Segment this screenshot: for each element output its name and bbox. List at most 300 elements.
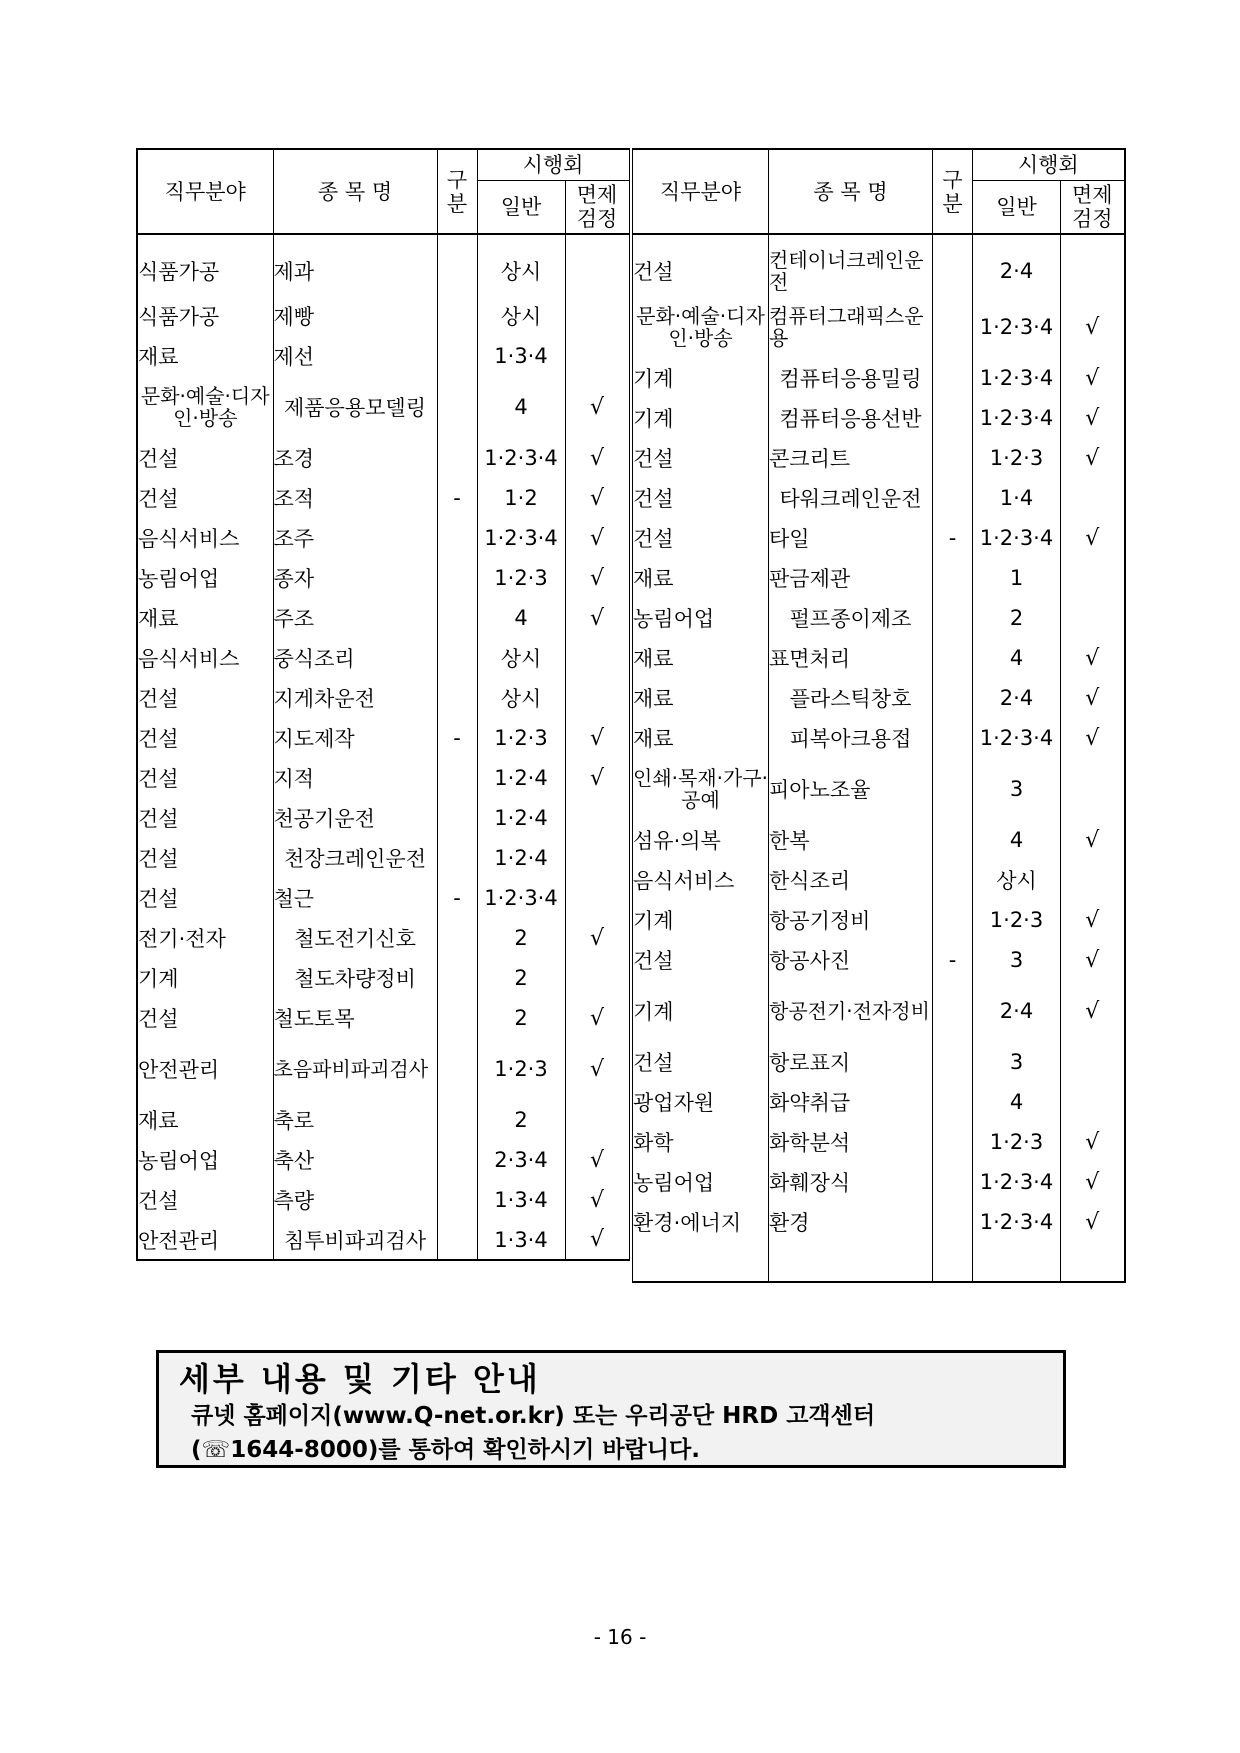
table-row: [137, 1100, 629, 1140]
cell-general: 1·2·3: [477, 558, 565, 598]
cell-exempt: [1061, 478, 1125, 518]
cell-division: [933, 478, 973, 518]
cell-division: [437, 1140, 477, 1180]
table-row: [137, 1038, 629, 1100]
notice-text-line1: 큐넷 홈페이지(www.Q-net.or.kr) 또는 우리공단 HRD 고객센터: [191, 1403, 876, 1429]
cell-name: 컴퓨터응용밀링: [769, 358, 933, 398]
table-row: [137, 998, 629, 1038]
cell-field: 섬유·의복: [633, 820, 769, 860]
cell-name: 화학분석: [769, 1122, 933, 1162]
table-row: [137, 678, 629, 718]
table-row: [633, 718, 1125, 758]
cell-division: -: [933, 518, 973, 558]
cell-division: [933, 718, 973, 758]
cell-exempt: √: [1061, 900, 1125, 940]
cell-name: 타워크레인운전: [769, 478, 933, 518]
cell-name: 판금제관: [769, 558, 933, 598]
cell-field: 농림어업: [633, 1162, 769, 1202]
cell-division: [437, 438, 477, 478]
cell-general: 2·4: [973, 234, 1061, 296]
header-exempt: 면제 검정: [565, 181, 629, 235]
cell-general: 3: [973, 758, 1061, 820]
table-row: [633, 358, 1125, 398]
cell-field: 건설: [137, 678, 273, 718]
cell-field: 건설: [633, 234, 769, 296]
cell-exempt: √: [1061, 1122, 1125, 1162]
cell-name: 측량: [273, 1180, 437, 1220]
cell-general: 2: [477, 918, 565, 958]
table-row: [137, 918, 629, 958]
cell-exempt: [565, 958, 629, 998]
cell-exempt: [565, 638, 629, 678]
cell-field: 기계: [137, 958, 273, 998]
cell-name: 조적: [273, 478, 437, 518]
cell-exempt: √: [565, 718, 629, 758]
cell-general: 1·2·3: [973, 438, 1061, 478]
cell-general: 상시: [477, 678, 565, 718]
cell-division: -: [437, 478, 477, 518]
cell-exempt: [565, 296, 629, 336]
cell-name: 피복아크용접: [769, 718, 933, 758]
cell-division: [437, 918, 477, 958]
cell-division: [933, 558, 973, 598]
table-row: [633, 1242, 1125, 1282]
cell-name: 화약취급: [769, 1082, 933, 1122]
cell-name: 콘크리트: [769, 438, 933, 478]
table-row: [633, 940, 1125, 980]
table-row: [137, 518, 629, 558]
cell-field: 건설: [137, 998, 273, 1038]
cell-exempt: [565, 234, 629, 296]
cell-field: 건설: [633, 438, 769, 478]
cell-field: 전기·전자: [137, 918, 273, 958]
cell-name: 천장크레인운전: [273, 838, 437, 878]
notice-title: 세부 내용 및 기타 안내: [179, 1360, 541, 1398]
table-row: [137, 478, 629, 518]
cell-exempt: [1061, 1242, 1125, 1282]
cell-general: 1: [973, 558, 1061, 598]
table-row: [633, 598, 1125, 638]
cell-field: 재료: [137, 1100, 273, 1140]
cell-field: 건설: [633, 940, 769, 980]
cell-general: 상시: [477, 234, 565, 296]
cell-field: 재료: [137, 598, 273, 638]
cell-exempt: [1061, 1042, 1125, 1082]
cell-field: 기계: [633, 358, 769, 398]
table-row: [137, 798, 629, 838]
cell-field: 광업자원: [633, 1082, 769, 1122]
cell-general: 상시: [477, 638, 565, 678]
cell-field: 농림어업: [633, 598, 769, 638]
table-row: [633, 980, 1125, 1042]
cell-exempt: √: [565, 376, 629, 438]
cell-division: [933, 438, 973, 478]
cell-name: 컨테이너크레인운전: [769, 234, 933, 296]
cell-name: 표면처리: [769, 638, 933, 678]
table-row: [137, 878, 629, 918]
cell-field: 건설: [137, 878, 273, 918]
cell-field: 안전관리: [137, 1220, 273, 1260]
cell-field: 재료: [633, 678, 769, 718]
cell-field: 재료: [137, 336, 273, 376]
table-row: [137, 1220, 629, 1260]
cell-exempt: √: [565, 1140, 629, 1180]
cell-division: [437, 758, 477, 798]
cell-general: 2·3·4: [477, 1140, 565, 1180]
cell-exempt: [565, 1100, 629, 1140]
cell-division: [437, 958, 477, 998]
table-row: [137, 234, 629, 296]
cell-division: [437, 558, 477, 598]
cell-field: 인쇄·목재·가구·공예: [633, 758, 769, 820]
header-field: 직무분야: [137, 149, 273, 234]
cell-exempt: [1061, 558, 1125, 598]
cell-division: [437, 998, 477, 1038]
header-name: 종 목 명: [769, 149, 933, 234]
cell-field: 기계: [633, 398, 769, 438]
cell-field: 음식서비스: [137, 638, 273, 678]
notice-text-line2: (☏1644-8000)를 통하여 확인하시기 바랍니다.: [191, 1437, 700, 1463]
cell-division: [437, 234, 477, 296]
table-row: [137, 838, 629, 878]
table-row: [633, 1202, 1125, 1242]
cell-general: 2: [477, 1100, 565, 1140]
cell-exempt: √: [565, 1220, 629, 1260]
cell-general: 4: [973, 820, 1061, 860]
cell-division: -: [437, 718, 477, 758]
cell-name: 주조: [273, 598, 437, 638]
cell-exempt: √: [1061, 820, 1125, 860]
cell-exempt: [1061, 234, 1125, 296]
cell-exempt: √: [1061, 1162, 1125, 1202]
cell-field: 건설: [633, 518, 769, 558]
table-row: [633, 860, 1125, 900]
table-row: [633, 438, 1125, 478]
header-exam-round: 시행회: [477, 149, 629, 181]
cell-general: 1·2·3: [477, 1038, 565, 1100]
cell-exempt: √: [1061, 438, 1125, 478]
cell-division: [933, 980, 973, 1042]
cell-name: 제과: [273, 234, 437, 296]
cell-exempt: √: [1061, 638, 1125, 678]
cell-general: 1·2·3·4: [973, 358, 1061, 398]
cell-division: [437, 678, 477, 718]
cell-name: 지적: [273, 758, 437, 798]
cell-name: 철근: [273, 878, 437, 918]
table-body-right: [633, 234, 1125, 1282]
cell-name: 철도토목: [273, 998, 437, 1038]
cell-division: [933, 234, 973, 296]
cell-general: 2: [477, 958, 565, 998]
cell-general: 1·3·4: [477, 1220, 565, 1260]
cell-field: 재료: [633, 638, 769, 678]
table-row: [137, 336, 629, 376]
cell-field: 건설: [137, 758, 273, 798]
table-row: [633, 1162, 1125, 1202]
table-row: [633, 478, 1125, 518]
cell-field: 기계: [633, 900, 769, 940]
table-row: [633, 296, 1125, 358]
cell-exempt: √: [565, 758, 629, 798]
cell-name: 천공기운전: [273, 798, 437, 838]
cell-division: [933, 1042, 973, 1082]
cell-general: 1·2·3·4: [477, 518, 565, 558]
cell-division: [437, 638, 477, 678]
header-general: 일반: [973, 181, 1061, 235]
cell-general: 4: [973, 1082, 1061, 1122]
cell-division: -: [933, 940, 973, 980]
cell-name: 제선: [273, 336, 437, 376]
cell-field: 건설: [137, 838, 273, 878]
cell-division: [437, 376, 477, 438]
cell-general: 1·2·3·4: [973, 1202, 1061, 1242]
cell-division: [933, 1242, 973, 1282]
cell-general: 1·2·3: [973, 900, 1061, 940]
cell-general: 상시: [973, 860, 1061, 900]
cell-name: 조주: [273, 518, 437, 558]
cell-exempt: [565, 798, 629, 838]
cell-exempt: [1061, 860, 1125, 900]
cell-division: [437, 1100, 477, 1140]
cell-field: 음식서비스: [633, 860, 769, 900]
cell-general: 2·4: [973, 678, 1061, 718]
cell-name: 한식조리: [769, 860, 933, 900]
cell-exempt: √: [1061, 678, 1125, 718]
cell-division: [933, 820, 973, 860]
cell-field: 화학: [633, 1122, 769, 1162]
cell-general: 3: [973, 940, 1061, 980]
cell-name: 제품응용모델링: [273, 376, 437, 438]
cell-exempt: √: [565, 478, 629, 518]
cell-general: 1·2: [477, 478, 565, 518]
cell-exempt: √: [1061, 296, 1125, 358]
cell-name: 항공전기·전자정비: [769, 980, 933, 1042]
table-row: [633, 1082, 1125, 1122]
cell-exempt: √: [565, 598, 629, 638]
cell-general: 4: [477, 598, 565, 638]
cell-division: [933, 1082, 973, 1122]
cell-name: 플라스틱창호: [769, 678, 933, 718]
cell-field: 건설: [137, 718, 273, 758]
cell-name: 피아노조율: [769, 758, 933, 820]
qualification-table-left: [136, 148, 630, 1261]
cell-name: 지도제작: [273, 718, 437, 758]
table-row: [137, 438, 629, 478]
cell-general: 상시: [477, 296, 565, 336]
table-row: [137, 1140, 629, 1180]
cell-field: 음식서비스: [137, 518, 273, 558]
cell-field: 재료: [633, 558, 769, 598]
cell-name: 항공사진: [769, 940, 933, 980]
cell-field: 건설: [137, 798, 273, 838]
cell-general: 1·3·4: [477, 1180, 565, 1220]
cell-field: 문화·예술·디자인·방송: [633, 296, 769, 358]
table-row: [137, 558, 629, 598]
table-row: [137, 1180, 629, 1220]
cell-division: [437, 518, 477, 558]
cell-general: 1·2·3·4: [973, 718, 1061, 758]
cell-exempt: √: [565, 1180, 629, 1220]
table-row: [633, 558, 1125, 598]
cell-name: 중식조리: [273, 638, 437, 678]
cell-name: 철도차량정비: [273, 958, 437, 998]
cell-division: [437, 598, 477, 638]
cell-field: 문화·예술·디자인·방송: [137, 376, 273, 438]
cell-general: 1·2·3·4: [973, 518, 1061, 558]
cell-general: 1·2·3·4: [973, 398, 1061, 438]
cell-exempt: √: [565, 918, 629, 958]
table-row: [633, 234, 1125, 296]
cell-exempt: √: [1061, 718, 1125, 758]
table-row: [137, 376, 629, 438]
cell-division: [933, 398, 973, 438]
cell-division: [933, 900, 973, 940]
cell-general: [973, 1242, 1061, 1282]
table-row: [633, 900, 1125, 940]
cell-name: 타일: [769, 518, 933, 558]
table-row: [633, 398, 1125, 438]
cell-name: 환경: [769, 1202, 933, 1242]
cell-exempt: [565, 878, 629, 918]
cell-general: 1·2·3: [477, 718, 565, 758]
table-row: [633, 758, 1125, 820]
table-row: [633, 1042, 1125, 1082]
cell-name: 침투비파괴검사: [273, 1220, 437, 1260]
cell-exempt: √: [565, 438, 629, 478]
header-general: 일반: [477, 181, 565, 235]
cell-field: 농림어업: [137, 1140, 273, 1180]
cell-name: 제빵: [273, 296, 437, 336]
table-row: [137, 296, 629, 336]
cell-field: 식품가공: [137, 234, 273, 296]
cell-general: 1·2·3·4: [477, 878, 565, 918]
cell-division: [933, 860, 973, 900]
table-row: [137, 638, 629, 678]
header-division: 구분: [437, 149, 477, 234]
cell-general: 1·2·3·4: [973, 1162, 1061, 1202]
cell-exempt: √: [565, 998, 629, 1038]
cell-field: 건설: [137, 1180, 273, 1220]
cell-general: 1·2·3·4: [973, 296, 1061, 358]
cell-division: [933, 678, 973, 718]
cell-general: 1·2·4: [477, 798, 565, 838]
table-row: [137, 718, 629, 758]
cell-division: [437, 798, 477, 838]
cell-exempt: √: [1061, 358, 1125, 398]
cell-name: 화훼장식: [769, 1162, 933, 1202]
cell-name: 조경: [273, 438, 437, 478]
cell-general: 1·2·4: [477, 758, 565, 798]
header-exempt: 면제 검정: [1061, 181, 1125, 235]
cell-general: 1·2·3·4: [477, 438, 565, 478]
cell-division: [933, 758, 973, 820]
cell-general: 1·2·3: [973, 1122, 1061, 1162]
cell-division: [437, 336, 477, 376]
cell-exempt: √: [1061, 1202, 1125, 1242]
cell-field: 건설: [137, 438, 273, 478]
cell-division: [933, 1162, 973, 1202]
cell-name: 컴퓨터응용선반: [769, 398, 933, 438]
header-field: 직무분야: [633, 149, 769, 234]
cell-name: 한복: [769, 820, 933, 860]
cell-division: [933, 638, 973, 678]
header-division: 구분: [933, 149, 973, 234]
cell-division: [933, 358, 973, 398]
cell-name: 종자: [273, 558, 437, 598]
cell-name: 축산: [273, 1140, 437, 1180]
notice-box: [156, 1350, 1066, 1468]
cell-name: 펄프종이제조: [769, 598, 933, 638]
header-exam-round: 시행회: [973, 149, 1125, 181]
cell-general: 4: [973, 638, 1061, 678]
cell-exempt: [565, 678, 629, 718]
cell-exempt: √: [1061, 980, 1125, 1042]
cell-division: [437, 1220, 477, 1260]
cell-general: 1·2·4: [477, 838, 565, 878]
table-row: [633, 518, 1125, 558]
cell-division: [437, 296, 477, 336]
table-row: [633, 1122, 1125, 1162]
cell-exempt: [1061, 1082, 1125, 1122]
cell-field: 환경·에너지: [633, 1202, 769, 1242]
cell-exempt: √: [565, 518, 629, 558]
header-name: 종 목 명: [273, 149, 437, 234]
cell-field: 농림어업: [137, 558, 273, 598]
qualification-table-right: [632, 148, 1126, 1283]
cell-division: [933, 296, 973, 358]
cell-name: 철도전기신호: [273, 918, 437, 958]
cell-name: 초음파비파괴검사: [273, 1038, 437, 1100]
cell-division: -: [437, 878, 477, 918]
cell-name: [769, 1242, 933, 1282]
cell-division: [933, 598, 973, 638]
cell-name: 항로표지: [769, 1042, 933, 1082]
table-body-left: [137, 234, 629, 1260]
cell-field: 건설: [137, 478, 273, 518]
cell-field: 기계: [633, 980, 769, 1042]
cell-division: [933, 1122, 973, 1162]
cell-exempt: [565, 336, 629, 376]
cell-field: 건설: [633, 1042, 769, 1082]
cell-division: [437, 1038, 477, 1100]
cell-exempt: √: [1061, 398, 1125, 438]
cell-exempt: [1061, 758, 1125, 820]
cell-exempt: [565, 838, 629, 878]
table-row: [633, 678, 1125, 718]
cell-general: 1·3·4: [477, 336, 565, 376]
cell-general: 2: [477, 998, 565, 1038]
cell-field: [633, 1242, 769, 1282]
cell-field: 안전관리: [137, 1038, 273, 1100]
table-row: [137, 758, 629, 798]
cell-name: 지게차운전: [273, 678, 437, 718]
cell-division: [933, 1202, 973, 1242]
cell-exempt: √: [565, 558, 629, 598]
table-row: [137, 958, 629, 998]
table-row: [633, 638, 1125, 678]
cell-name: 축로: [273, 1100, 437, 1140]
cell-general: 4: [477, 376, 565, 438]
table-row: [137, 598, 629, 638]
page-number: - 16 -: [593, 1625, 647, 1649]
cell-exempt: [1061, 598, 1125, 638]
cell-general: 2: [973, 598, 1061, 638]
cell-exempt: √: [565, 1038, 629, 1100]
cell-division: [437, 838, 477, 878]
cell-name: 컴퓨터그래픽스운용: [769, 296, 933, 358]
cell-exempt: √: [1061, 518, 1125, 558]
cell-field: 재료: [633, 718, 769, 758]
